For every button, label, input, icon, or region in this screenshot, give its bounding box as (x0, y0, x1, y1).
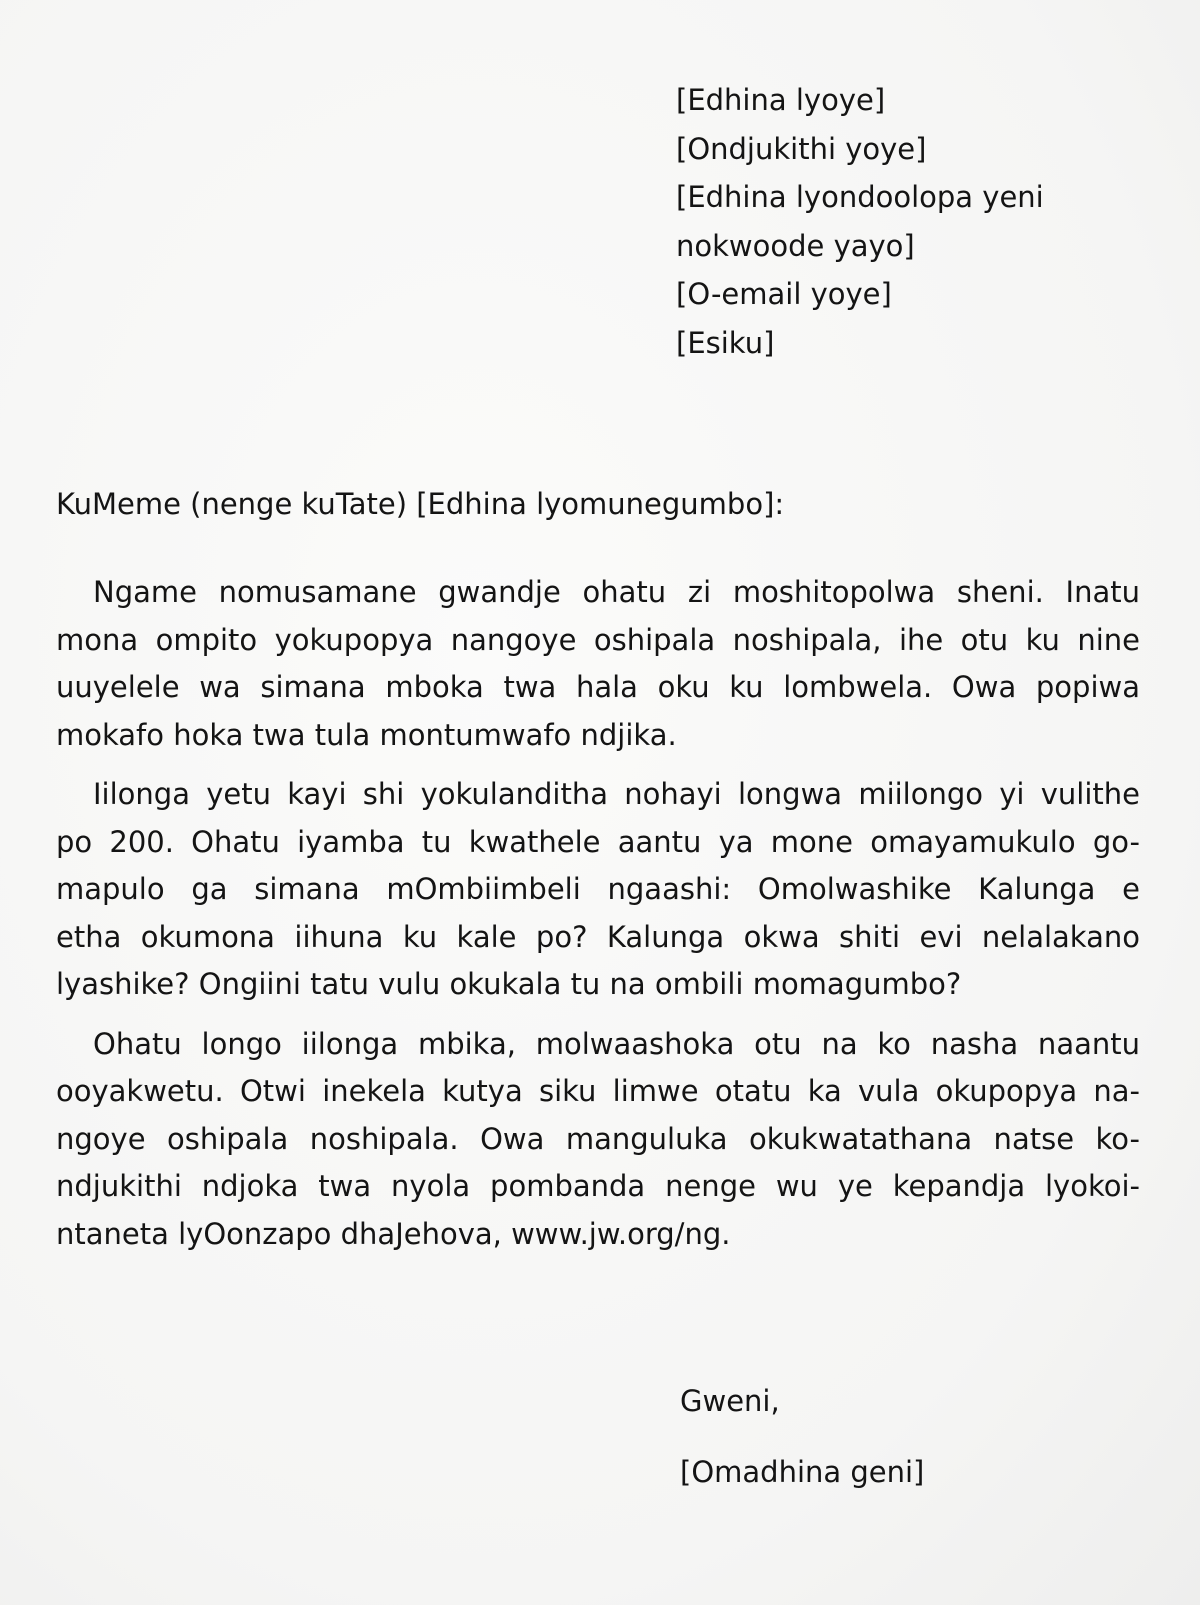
paragraph-line: ooyakwetu. Otwi inekela kutya siku limwe otatu ka vula okupopya na- (56, 1074, 1140, 1108)
sender-address-block (676, 76, 1044, 367)
sender-line: [Edhina lyondoolopa yeni (676, 180, 1044, 214)
sender-line: [Edhina lyoye] (676, 83, 886, 117)
paragraph-line: mona ompito yokupopya nangoye oshipala noshipala, ihe otu ku nine (56, 622, 1140, 657)
paragraph-line: po 200. Ohatu iyamba tu kwathele aantu ya mone omayamukulo go- (56, 824, 1140, 859)
closing-block (680, 1377, 924, 1496)
paragraph-line: uuyelele wa simana mboka twa hala oku ku lombwela. Owa popiwa (56, 670, 1140, 704)
paragraph-line: etha okumona iihuna ku kale po? Kalunga okwa shiti evi nelalakano (56, 919, 1140, 954)
body-paragraph (56, 1021, 1140, 1259)
body-paragraph (56, 569, 1140, 759)
valediction: Gweni, (680, 1384, 780, 1418)
paragraph-line: lyashike? Ongiini tatu vulu okukala tu na ombili momagumbo? (56, 967, 962, 1001)
body-paragraph (56, 771, 1140, 1009)
paragraph-line: ngoye oshipala noshipala. Owa manguluka okukwatathana natse ko- (56, 1121, 1140, 1156)
paragraph-line: Iilonga yetu kayi shi yokulanditha nohayi longwa miilongo yi vulithe (93, 777, 1140, 811)
paragraph-line: mapulo ga simana mOmbiimbeli ngaashi: Omolwashike Kalunga e (56, 872, 1140, 906)
paragraph-line: mokafo hoka twa tula montumwafo ndjika. (56, 717, 677, 752)
paragraph-line: ndjukithi ndjoka twa nyola pombanda nenge wu ye kepandja lyokoi- (56, 1169, 1140, 1203)
letter-body (56, 569, 1140, 1270)
paragraph-line: Ohatu longo iilonga mbika, molwaashoka otu na ko nasha naantu (93, 1026, 1140, 1061)
sender-line: [Ondjukithi yoye] (676, 131, 927, 166)
salutation: KuMeme (nenge kuTate) [Edhina lyomunegumbo]: (56, 487, 785, 521)
sender-line: [O-email yoye] (676, 277, 892, 311)
sender-line: [Esiku] (676, 325, 775, 360)
signature-name: [Omadhina geni] (680, 1455, 925, 1489)
sender-line: nokwoode yayo] (676, 228, 915, 263)
paragraph-line: Ngame nomusamane gwandje ohatu zi moshitopolwa sheni. Inatu (93, 575, 1140, 609)
paragraph-line: ntaneta lyOonzapo dhaJehova, www.jw.org/ng. (56, 1216, 731, 1251)
